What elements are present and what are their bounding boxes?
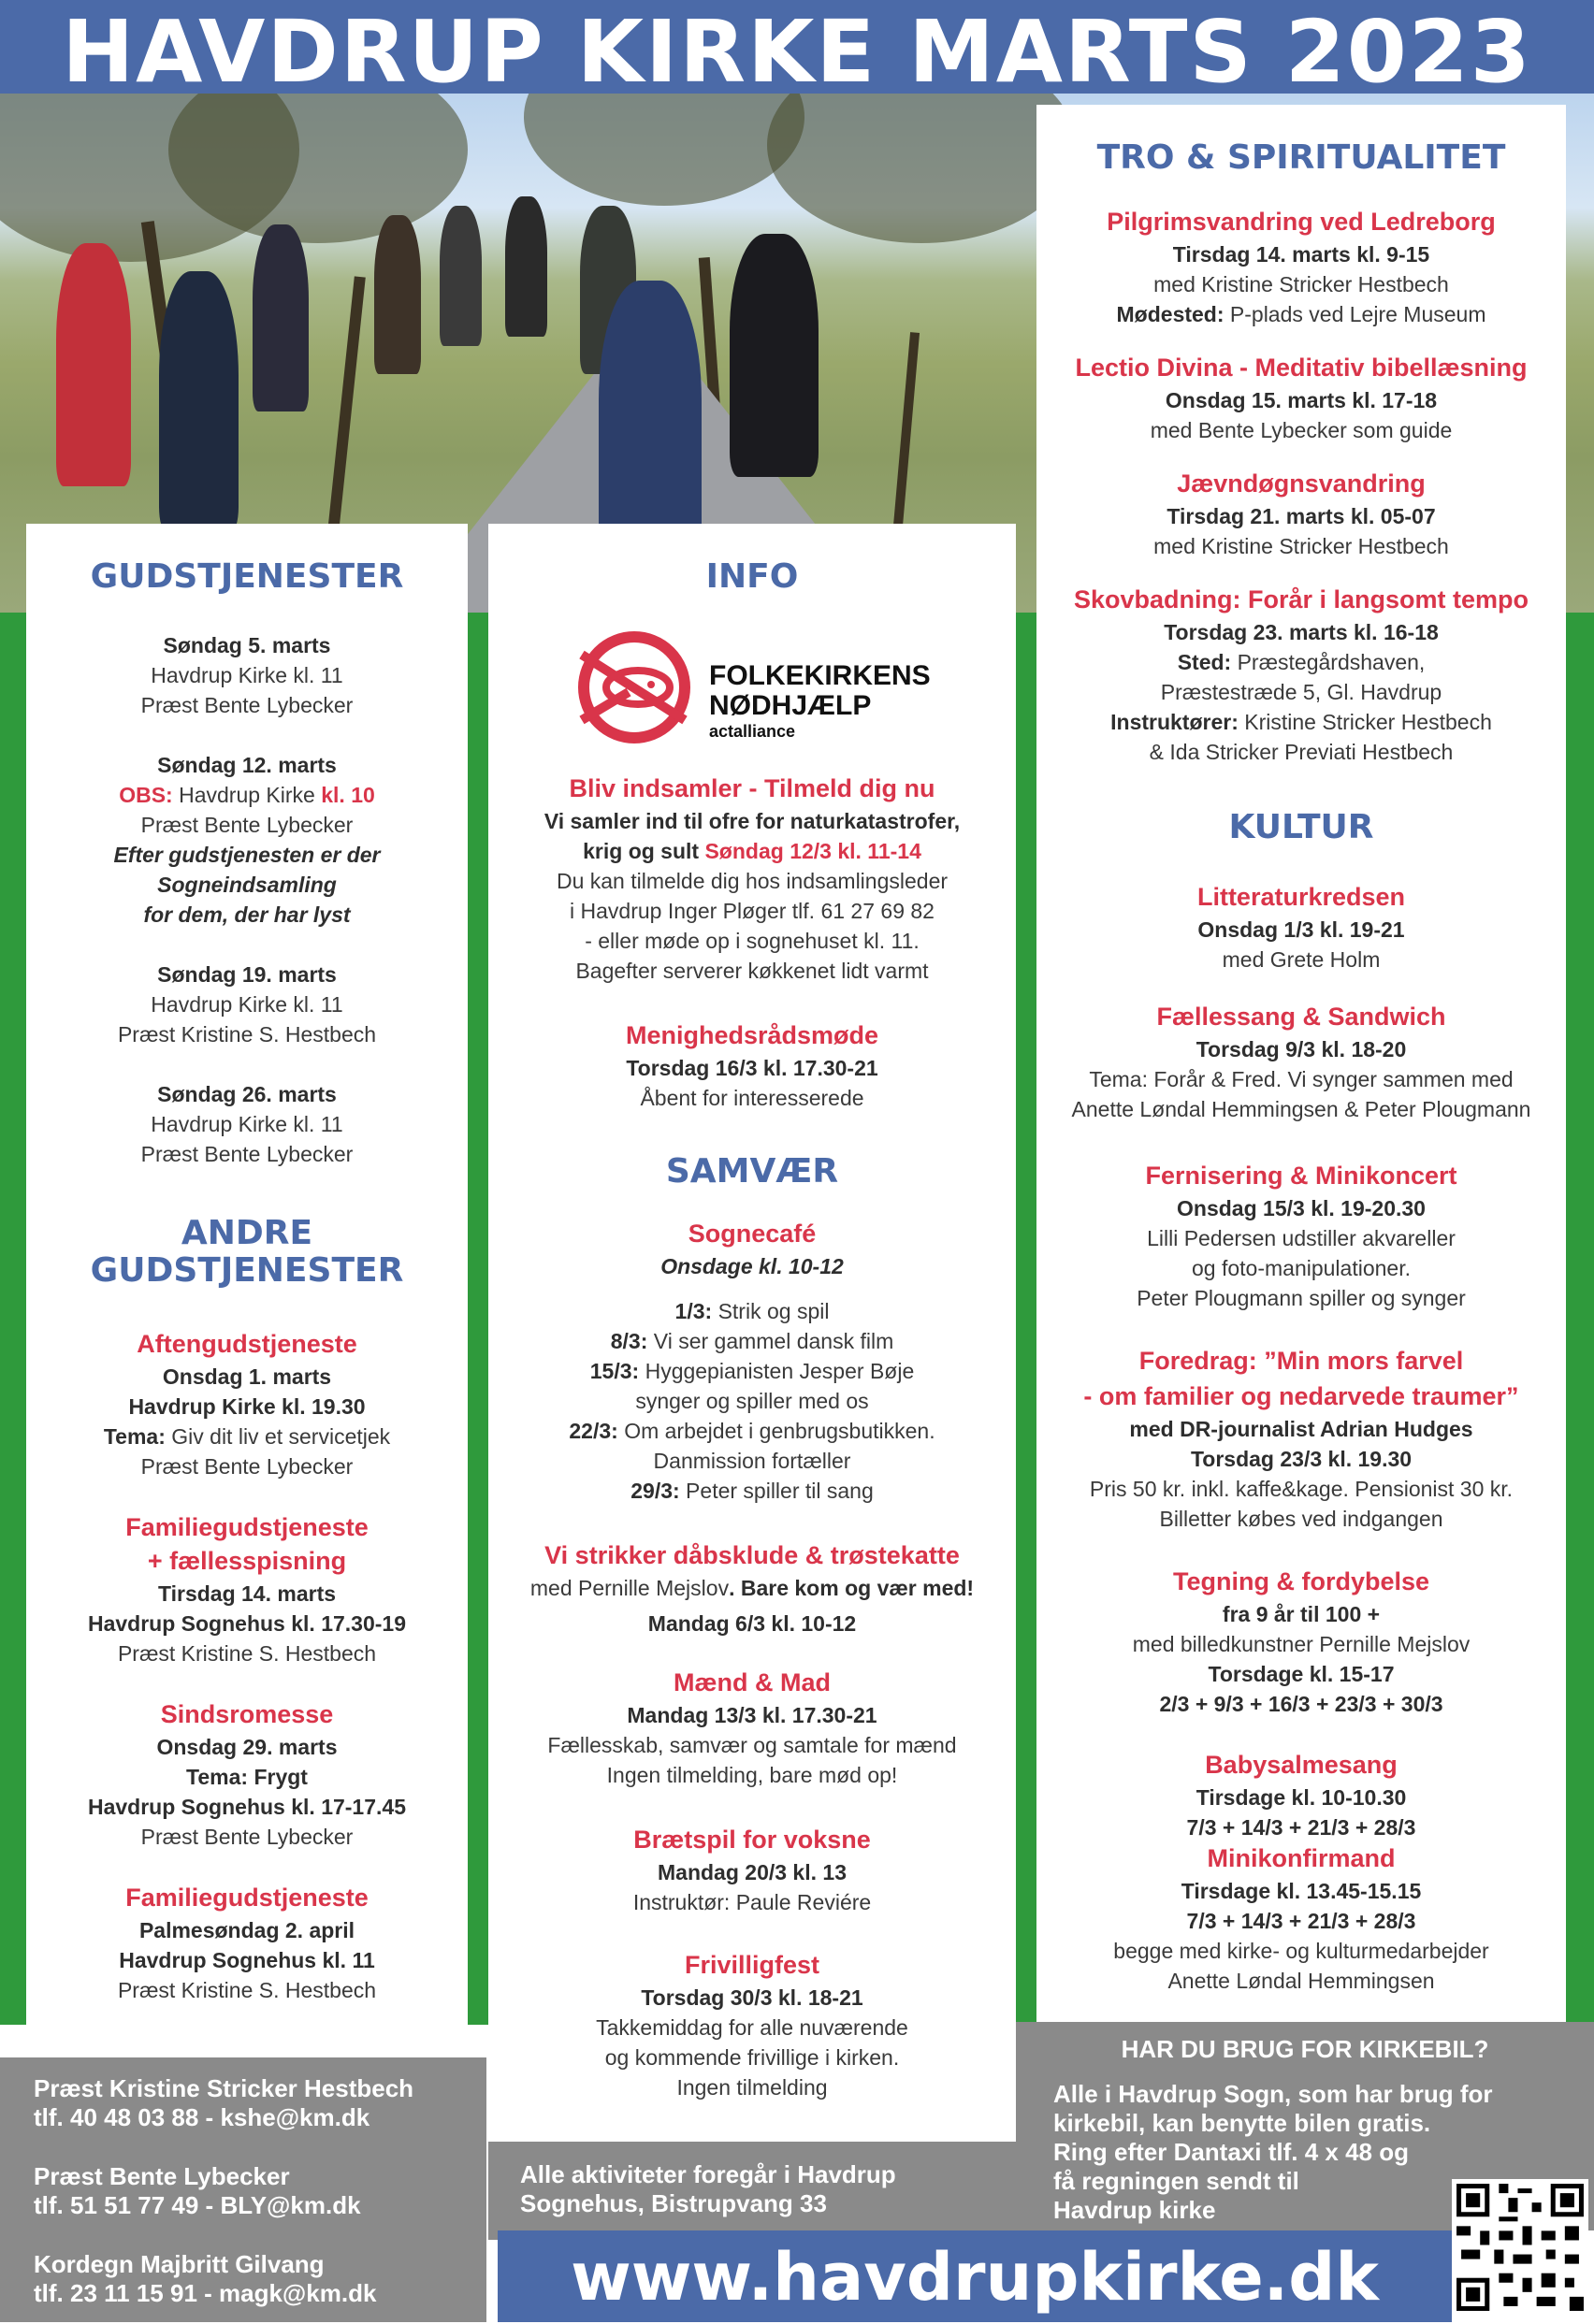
- event-line: Mandag 13/3 kl. 17.30-21: [627, 1703, 877, 1727]
- section-heading-info: INFO: [705, 557, 799, 596]
- event-line: Instruktør: Paule Reviére: [632, 1890, 872, 1914]
- list-item-date: 15/3:: [589, 1359, 640, 1383]
- event-line: Anette Løndal Hemmingsen: [1167, 1969, 1435, 1993]
- event-line: med Grete Holm: [1222, 947, 1381, 972]
- event-title: Mænd & Mad: [674, 1668, 831, 1696]
- contacts-panel: [0, 2057, 486, 2322]
- event-title: Babysalmesang: [1205, 1751, 1398, 1779]
- kirkebil-line: Alle i Havdrup Sogn, som har brug for: [1053, 2080, 1493, 2108]
- kirkebil-line: Havdrup kirke: [1053, 2196, 1216, 2224]
- location-line: Sognehus, Bistrupvang 33: [520, 2189, 827, 2217]
- location-panel: [488, 2142, 1016, 2240]
- event-line: Onsdag 29. marts: [156, 1735, 338, 1759]
- event-line: fra 9 år til 100 +: [1222, 1602, 1381, 1626]
- event-line: Præstestræde 5, Gl. Havdrup: [1160, 680, 1442, 704]
- event-line: Tema: Frygt: [186, 1765, 308, 1789]
- event-line: Peter Plougmann spiller og synger: [1137, 1286, 1466, 1310]
- event-line: Onsdag 1. marts: [162, 1364, 332, 1389]
- service-note: Efter gudstjenesten er der: [113, 843, 381, 867]
- event-line: Anette Løndal Hemmingsen & Peter Plougmann: [1071, 1097, 1531, 1121]
- contact-info[interactable]: tlf. 23 11 15 91 - magk@km.dk: [34, 2279, 377, 2307]
- event-line: Tirsdag 21. marts kl. 05-07: [1167, 504, 1436, 528]
- website-link[interactable]: www.havdrupkirke.dk: [571, 2239, 1379, 2316]
- kirkebil-line: få regningen sendt til: [1053, 2167, 1299, 2195]
- event-line: Du kan tilmelde dig hos indsamlingsleder: [556, 869, 949, 893]
- list-item: [488, 1416, 1016, 1446]
- event-title: Aftengudstjeneste: [137, 1330, 357, 1358]
- service-priest: Præst Bente Lybecker: [140, 813, 354, 837]
- event-line: Torsdag 30/3 kl. 18-21: [641, 1985, 863, 2010]
- event-line: Torsdage kl. 15-17: [1208, 1662, 1395, 1686]
- event-title: Familiegudstjeneste: [125, 1884, 369, 1912]
- event-line: Bagefter serverer køkkenet lidt varmt: [575, 959, 929, 983]
- event-title: Vi strikker dåbsklude & trøstekatte: [544, 1541, 960, 1569]
- event-title: Sognecafé: [688, 1220, 817, 1248]
- tema-label: Tema:: [103, 1424, 166, 1449]
- event-line: Havdrup Kirke kl. 19.30: [128, 1394, 366, 1419]
- event-line-part: krig og sult: [583, 839, 705, 863]
- event-line: 7/3 + 14/3 + 21/3 + 28/3: [1186, 1815, 1416, 1840]
- event-title: Fællessang & Sandwich: [1156, 1003, 1446, 1031]
- service-date: Søndag 12. marts: [157, 753, 337, 777]
- event-title: + fællesspisning: [147, 1547, 347, 1575]
- list-item-text: Om arbejdet i genbrugsbutikken.: [617, 1419, 935, 1443]
- event-title: Tegning & fordybelse: [1172, 1567, 1430, 1595]
- service-place: Havdrup Kirke kl. 11: [151, 1112, 343, 1136]
- event-line: med Bente Lybecker som guide: [1150, 418, 1453, 442]
- list-item-text: synger og spiller med os: [635, 1389, 869, 1413]
- event-line: Tirsdage kl. 13.45-15.15: [1181, 1879, 1422, 1903]
- column-gudstjenester: [26, 524, 468, 2057]
- event-line: Vi samler ind til ofre for naturkatastrofer,: [543, 809, 961, 833]
- folkekirkens-noedhjaelp-logo: [572, 627, 937, 748]
- kirkebil-line: kirkebil, kan benytte bilen gratis.: [1053, 2109, 1431, 2137]
- event-line: Torsdag 23. marts kl. 16-18: [1164, 620, 1439, 644]
- event-title: Skovbadning: Forår i langsomt tempo: [1073, 585, 1529, 613]
- event-line: Præst Kristine S. Hestbech: [117, 1978, 377, 2002]
- event-title: Frivilligfest: [684, 1951, 820, 1979]
- event-line: Fællesskab, samvær og samtale for mænd: [547, 1733, 957, 1757]
- logo-line1: FOLKEKIRKENS: [709, 660, 931, 691]
- event-line: Torsdag 9/3 kl. 18-20: [1196, 1037, 1407, 1061]
- event-line: Onsdag 15/3 kl. 19-20.30: [1177, 1196, 1426, 1220]
- service-place: Havdrup Kirke kl. 11: [151, 663, 343, 687]
- qr-code[interactable]: [1452, 2179, 1588, 2316]
- label: Instruktører:: [1110, 710, 1239, 734]
- value: Kristine Stricker Hestbech: [1238, 710, 1492, 734]
- event-title: Bliv indsamler - Tilmeld dig nu: [569, 774, 935, 802]
- event-line: Åbent for interesserede: [640, 1086, 864, 1110]
- service-date: Søndag 19. marts: [157, 962, 337, 987]
- event-title: Menighedsrådsmøde: [625, 1021, 879, 1049]
- label: Sted:: [1177, 650, 1232, 674]
- event-line: [488, 1573, 1016, 1603]
- event-title: Jævndøgnsvandring: [1177, 469, 1426, 498]
- event-line: Torsdag 23/3 kl. 19.30: [1190, 1447, 1413, 1471]
- column-tro-kultur: [1036, 105, 1566, 2022]
- event-line-part: . Bare kom og vær med!: [729, 1576, 975, 1600]
- event-line: Takkemiddag for alle nuværende: [596, 2015, 908, 2040]
- column-info-samvaer: [488, 524, 1016, 2142]
- list-item-date: 8/3:: [610, 1329, 648, 1353]
- event-title: Litteraturkredsen: [1196, 883, 1406, 911]
- event-subtitle: Onsdage kl. 10-12: [660, 1254, 844, 1278]
- service-date: Søndag 5. marts: [163, 633, 331, 657]
- event-line: Havdrup Sognehus kl. 17-17.45: [87, 1795, 406, 1819]
- section-heading-tro: TRO & SPIRITUALITET: [1096, 138, 1506, 177]
- event-line: Præst Kristine S. Hestbech: [117, 1641, 377, 1666]
- location-line: Alle aktiviteter foregår i Havdrup: [520, 2160, 896, 2188]
- event-line-part: med Pernille Mejslov: [529, 1576, 730, 1600]
- list-item-date: 1/3:: [674, 1299, 713, 1323]
- list-item: [488, 1476, 1016, 1506]
- event-title: Foredrag: ”Min mors farvel: [1138, 1347, 1464, 1375]
- obs-label: OBS:: [119, 783, 173, 807]
- event-line: [26, 1422, 468, 1451]
- event-title: - om familier og nedarvede traumer”: [1083, 1382, 1519, 1410]
- contact-name: Kordegn Majbritt Gilvang: [34, 2250, 325, 2278]
- event-line: begge med kirke- og kulturmedarbejder: [1113, 1939, 1489, 1963]
- event-line: [1036, 707, 1566, 737]
- event-line: og kommende frivillige i kirken.: [604, 2045, 900, 2070]
- event-line: Torsdag 16/3 kl. 17.30-21: [626, 1056, 878, 1080]
- service-note: Sogneindsamling: [157, 873, 337, 897]
- event-line: [1036, 299, 1566, 329]
- contact-info[interactable]: tlf. 40 48 03 88 - kshe@km.dk: [34, 2103, 370, 2131]
- event-line: - eller møde op i sognehuset kl. 11.: [585, 929, 920, 953]
- event-title: Fernisering & Minikoncert: [1145, 1162, 1457, 1190]
- list-item-text: Vi ser gammel dansk film: [647, 1329, 894, 1353]
- section-heading-gudstjenester-2: GUDSTJENESTER: [90, 1251, 404, 1290]
- list-item: [488, 1296, 1016, 1326]
- section-heading-gudstjenester: GUDSTJENESTER: [90, 557, 404, 596]
- event-line: Havdrup Sognehus kl. 17.30-19: [87, 1611, 406, 1636]
- event-line: Tirsdag 14. marts: [157, 1581, 337, 1606]
- event-line: med billedkunstner Pernille Mejslov: [1132, 1632, 1471, 1656]
- event-line: og foto-manipulationer.: [1192, 1256, 1411, 1280]
- event-line: & Ida Stricker Previati Hestbech: [1149, 740, 1454, 764]
- logo-line2: NØDHJÆLP: [709, 690, 872, 721]
- service-date: Søndag 26. marts: [157, 1082, 337, 1106]
- event-line: Mandag 6/3 kl. 10-12: [647, 1611, 857, 1636]
- value: P-plads ved Lejre Museum: [1224, 302, 1486, 326]
- event-line: med DR-journalist Adrian Hudges: [1129, 1417, 1473, 1441]
- event-line: 2/3 + 9/3 + 16/3 + 23/3 + 30/3: [1159, 1692, 1443, 1716]
- event-line: Tema: Forår & Fred. Vi synger sammen med: [1089, 1067, 1514, 1091]
- list-item: [488, 1446, 1016, 1476]
- list-item-text: Danmission fortæller: [653, 1449, 851, 1473]
- event-date-highlight: Søndag 12/3 kl. 11-14: [704, 839, 921, 863]
- contact-name: Præst Bente Lybecker: [34, 2162, 290, 2190]
- section-heading-samvaer: SAMVÆR: [665, 1152, 839, 1191]
- event-line: 7/3 + 14/3 + 21/3 + 28/3: [1186, 1909, 1416, 1933]
- event-line: Onsdag 15. marts kl. 17-18: [1165, 388, 1438, 412]
- service-place-line: [26, 780, 468, 810]
- list-item: [488, 1386, 1016, 1416]
- event-line: Onsdag 1/3 kl. 19-21: [1197, 917, 1405, 942]
- event-line: Tirsdag 14. marts kl. 9-15: [1172, 242, 1430, 267]
- event-line: Præst Bente Lybecker: [140, 1825, 354, 1849]
- list-item-text: Hyggepianisten Jesper Bøje: [639, 1359, 915, 1383]
- event-line: Havdrup Sognehus kl. 11: [119, 1948, 375, 1972]
- service-priest: Præst Bente Lybecker: [140, 693, 354, 717]
- kirkebil-heading: HAR DU BRUG FOR KIRKEBIL?: [1121, 2035, 1489, 2063]
- service-place: Havdrup Kirke kl. 11: [151, 992, 343, 1017]
- value: Præstegårdshaven,: [1231, 650, 1426, 674]
- event-title: Lectio Divina - Meditativ bibellæsning: [1075, 354, 1528, 382]
- event-line: Ingen tilmelding, bare mød op!: [606, 1763, 898, 1787]
- event-line: [1036, 647, 1566, 677]
- event-line: med Kristine Stricker Hestbech: [1153, 272, 1449, 296]
- event-line: Lilli Pedersen udstiller akvareller: [1147, 1226, 1456, 1250]
- event-line: Præst Bente Lybecker: [140, 1454, 354, 1479]
- list-item: [488, 1326, 1016, 1356]
- service-priest: Præst Kristine S. Hestbech: [117, 1022, 377, 1047]
- list-item-text: Strik og spil: [712, 1299, 830, 1323]
- event-line: Billetter købes ved indgangen: [1159, 1507, 1443, 1531]
- list-item-date: 29/3:: [630, 1479, 680, 1503]
- event-title: Familiegudstjeneste: [125, 1513, 369, 1541]
- service-time: kl. 10: [321, 783, 375, 807]
- event-line: i Havdrup Inger Pløger tlf. 61 27 69 82: [570, 899, 935, 923]
- service-place: Havdrup Kirke: [172, 783, 322, 807]
- event-line: Mandag 20/3 kl. 13: [658, 1860, 847, 1884]
- event-line: [488, 836, 1016, 866]
- event-line: Ingen tilmelding: [676, 2075, 828, 2100]
- tema-text: Giv dit liv et servicetjek: [165, 1424, 391, 1449]
- page-title: HAVDRUP KIRKE MARTS 2023: [62, 2, 1532, 94]
- event-line: Tirsdage kl. 10-10.30: [1196, 1785, 1407, 1810]
- event-line: Palmesøndag 2. april: [138, 1918, 355, 1942]
- event-title: Brætspil for voksne: [633, 1826, 871, 1854]
- logo-line3: actalliance: [709, 722, 796, 741]
- service-note: for dem, der har lyst: [143, 902, 351, 927]
- list-item: [488, 1356, 1016, 1386]
- section-heading-andre: ANDRE: [181, 1214, 313, 1252]
- event-title: Minikonfirmand: [1207, 1844, 1396, 1872]
- contact-name: Præst Kristine Stricker Hestbech: [34, 2074, 414, 2102]
- list-item-text: Peter spiller til sang: [679, 1479, 874, 1503]
- section-heading-kultur: KULTUR: [1228, 808, 1374, 846]
- contact-info[interactable]: tlf. 51 51 77 49 - BLY@km.dk: [34, 2191, 361, 2219]
- list-item-date: 22/3:: [569, 1419, 618, 1443]
- event-line: Pris 50 kr. inkl. kaffe&kage. Pensionist 30 kr.: [1089, 1477, 1514, 1501]
- event-title: Pilgrimsvandring ved Ledreborg: [1107, 208, 1496, 236]
- event-title: Sindsromesse: [160, 1700, 334, 1728]
- service-priest: Præst Bente Lybecker: [140, 1142, 354, 1166]
- kirkebil-line: Ring efter Dantaxi tlf. 4 x 48 og: [1053, 2138, 1409, 2166]
- label: Mødested:: [1116, 302, 1224, 326]
- event-line: med Kristine Stricker Hestbech: [1153, 534, 1449, 558]
